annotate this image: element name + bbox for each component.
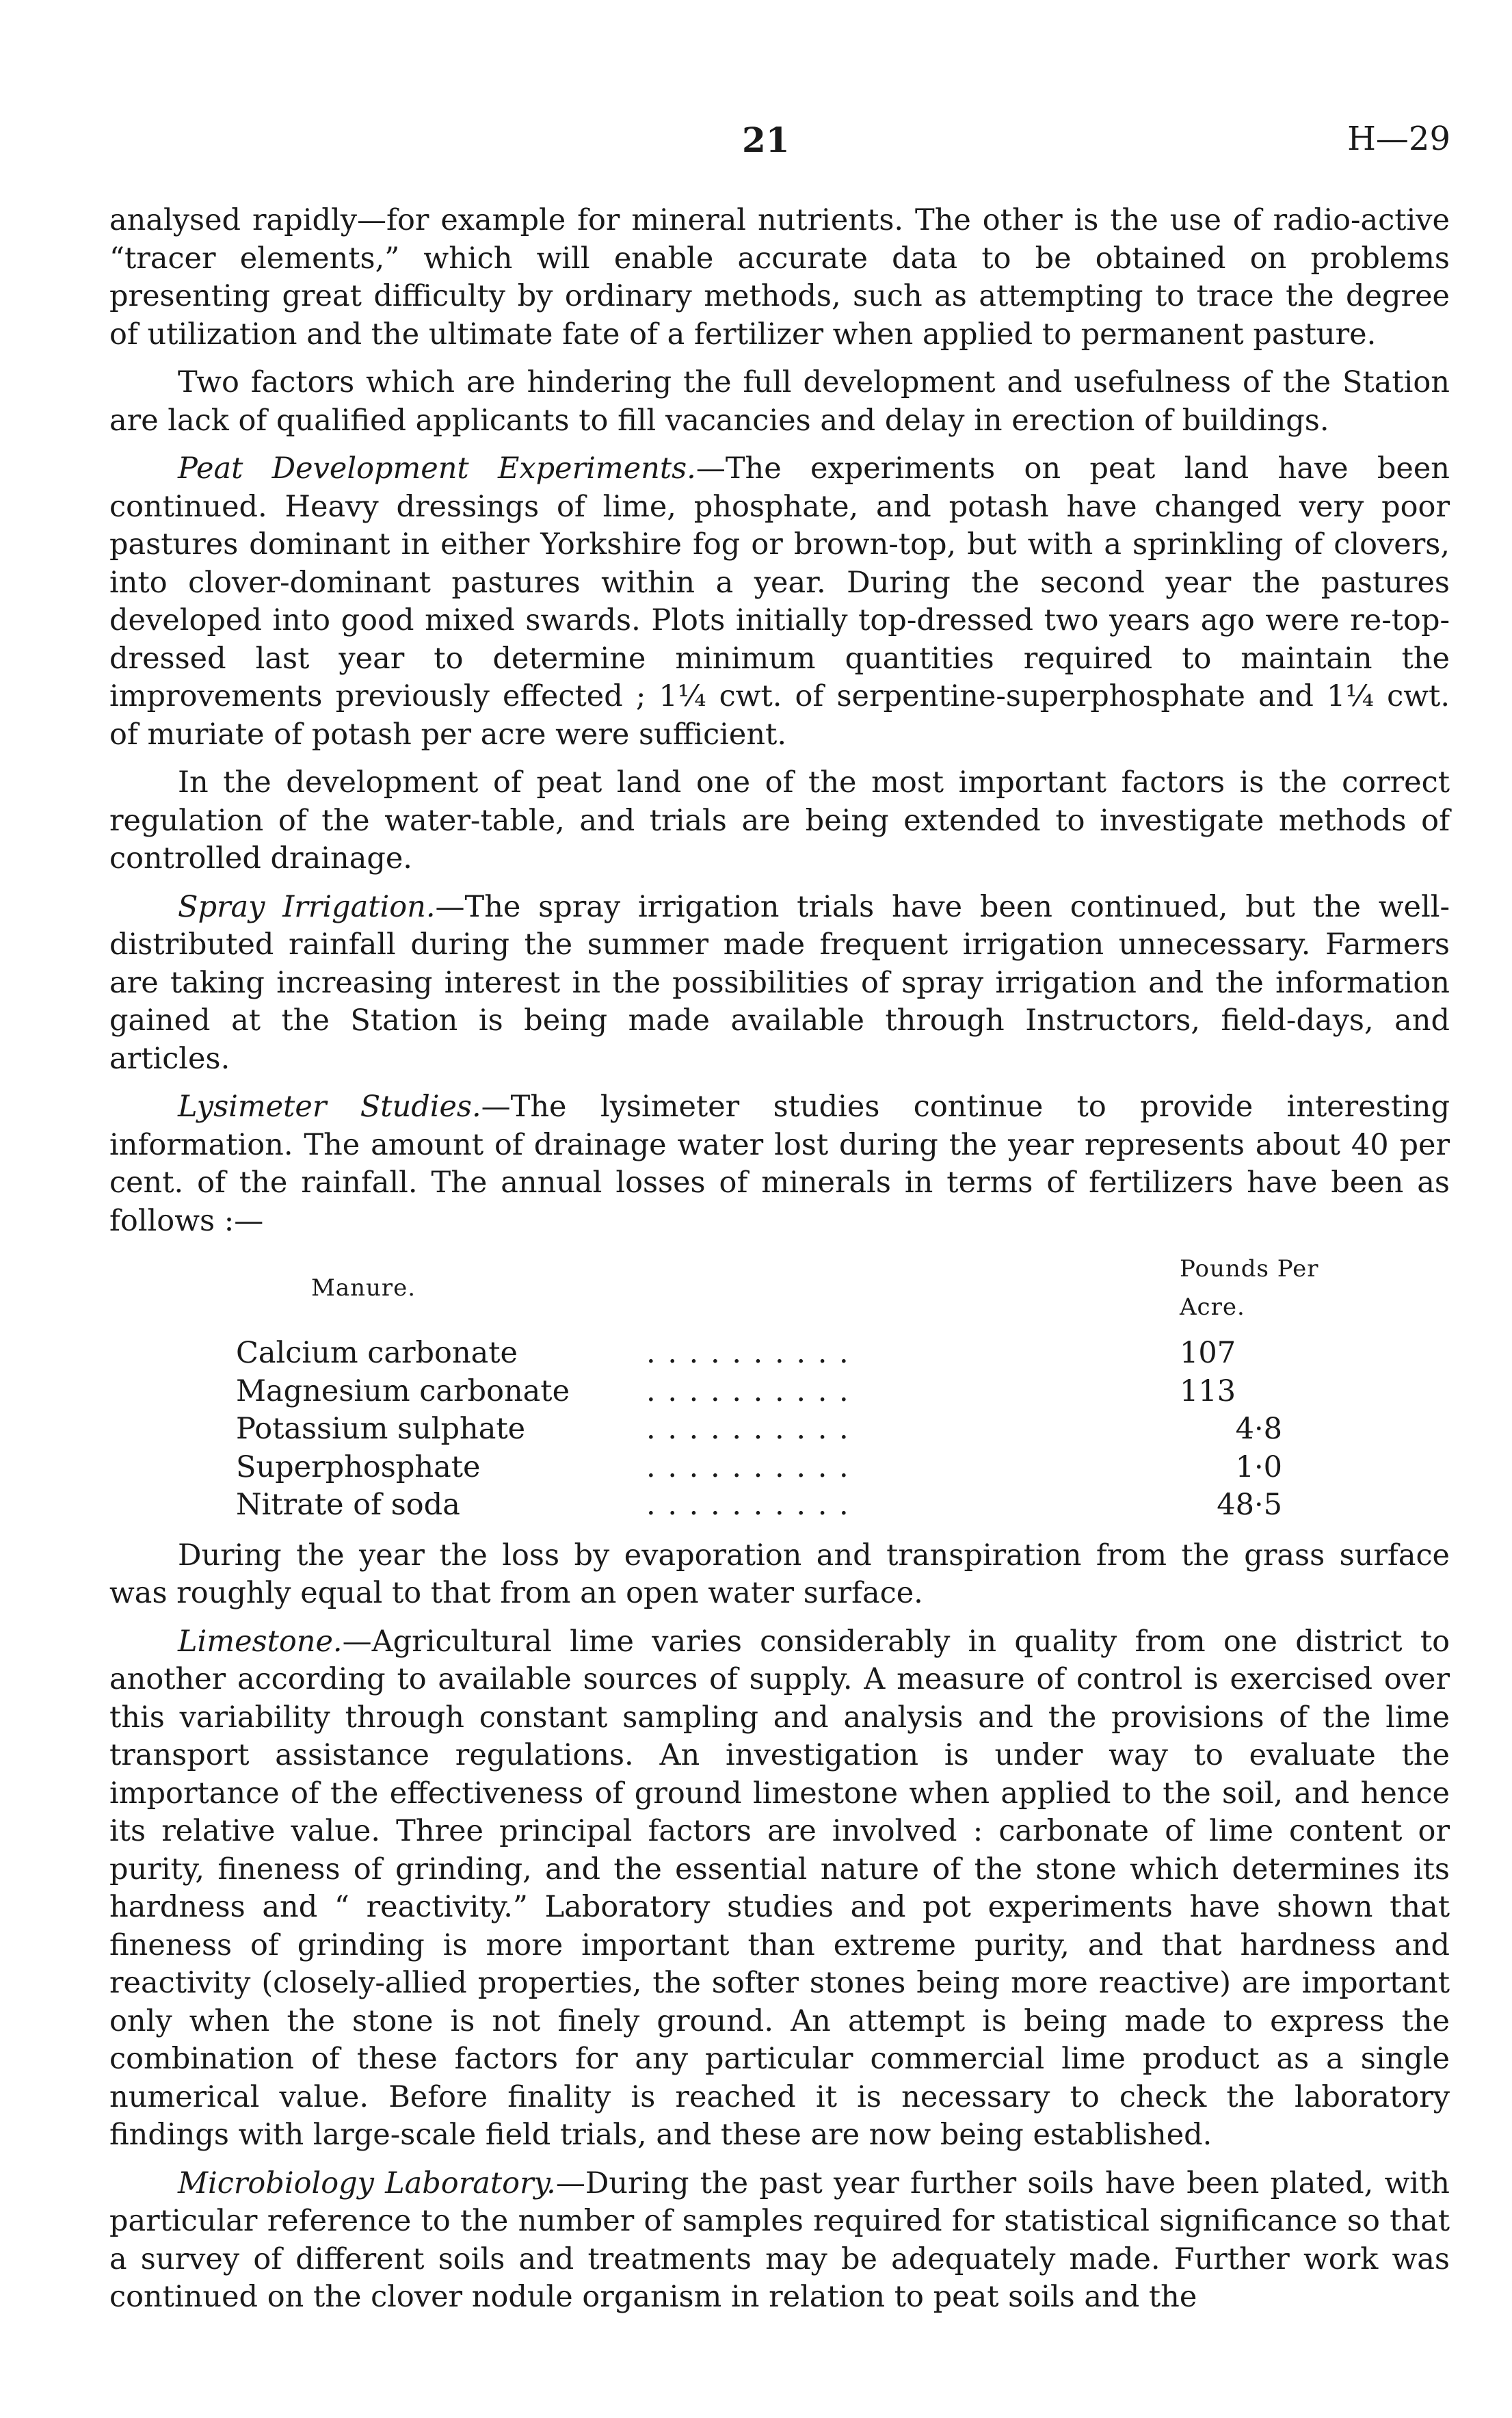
paragraph-evaporation: [109, 1537, 1450, 1613]
paragraph-text: Two factors which are hindering the full development and usefulness of the Station are lack of qualified applicants to fill vacancies and delay in erection of buildings.: [109, 365, 1450, 438]
paragraph-microbiology: [109, 2165, 1450, 2317]
paragraph-text: analysed rapidly—for example for mineral nutrients. The other is the use of radio-active “tracer elements,” which will enable accurate data to be obtained on problems presenting great difficulty by ordinary methods, such as attempting to trace the degree of utilization and the ultimate fate of a fertilizer when applied to permanent pasture.: [109, 203, 1450, 352]
table-header-row: [236, 1250, 1385, 1335]
dot-leader: . . . . . . . . . .: [646, 1412, 850, 1446]
section-heading-lysimeter: Lysimeter Studies.: [178, 1090, 481, 1124]
paragraph-spray-irrigation: [109, 889, 1450, 1079]
manure-cell: Potassium sulphate: [236, 1412, 526, 1446]
pounds-cell: [1180, 1335, 1385, 1373]
paragraph-text: —During the past year further soils have been plated, with particular reference to the number of samples required for statistical significance so that a survey of different soils and treatments may be adequately made. Further work was continued on the clover nodule organism in relation to peat soils and the: [109, 2166, 1450, 2314]
paragraph-station-factors: [109, 364, 1450, 440]
column-header-manure: Manure.: [311, 1274, 416, 1302]
dot-leader: . . . . . . . . . .: [646, 1336, 850, 1370]
paragraph-lysimeter: [109, 1088, 1450, 1240]
pounds-cell: [1180, 1410, 1385, 1449]
pounds-value: 4·8: [1235, 1412, 1282, 1446]
table-row: [236, 1486, 1385, 1525]
table-row: [236, 1335, 1385, 1373]
dot-leader: . . . . . . . . . .: [646, 1374, 850, 1408]
pounds-value: 113: [1180, 1374, 1236, 1408]
page-header: [0, 120, 1512, 174]
table-row: [236, 1410, 1385, 1449]
dot-leader: . . . . . . . . . .: [646, 1488, 850, 1522]
table-row: [236, 1449, 1385, 1487]
paragraph-limestone: [109, 1623, 1450, 2155]
body-text: [109, 202, 1450, 2327]
paragraph-text: —Agricultural lime varies considerably in quality from one district to another according to available sources of supply. A measure of control is exercised over this variability through constant sampling and analysis and the provisions of the lime transport assistance regulations. An investigation is under way to evaluate the importance of the effectiveness of ground limestone when applied to the soil, and hence its relative value. Three principal factors are involved : carbonate of lime content or purity, fineness of grinding, and the essential nature of the stone which determines its hardness and “ reactivity.” Laboratory studies and pot experiments have shown that fineness of grinding is more important than extreme purity, and that hardness and reactivity (closely-allied properties, the softer stones being more reactive) are important only when the stone is not finely ground. An attempt is being made to express the combination of these factors for any particular commercial lime product as a single numerical value. Before finality is reached it is necessary to check the laboratory findings with large-scale field trials, and these are now being established.: [109, 1624, 1450, 2152]
manure-cell: Magnesium carbonate: [236, 1374, 570, 1408]
section-heading-microbiology: Microbiology Laboratory.: [178, 2166, 556, 2200]
paragraph-text: —The experiments on peat land have been continued. Heavy dressings of lime, phosphate, and potash have changed very poor pastures dominant in either Yorkshire fog or brown-top, but with a sprinkling of clovers, into clover-dominant pastures within a year. During the second year the pastures developed into good mixed swards. Plots initially top-dressed two years ago were re-top-dressed last year to determine minimum quantities required to maintain the improvements previously effected ; 1¼ cwt. of serpentine-superphosphate and 1¼ cwt. of muriate of potash per acre were sufficient.: [109, 451, 1450, 752]
paragraph-text: During the year the loss by evaporation and transpiration from the grass surface was roughly equal to that from an open water surface.: [109, 1538, 1450, 1610]
section-heading-limestone: Limestone.: [178, 1624, 343, 1659]
column-header-spacer: [646, 1250, 1180, 1335]
paragraph-text: In the development of peat land one of the most important factors is the correct regulation of the water-table, and trials are being extended to investigate methods of controlled drainage.: [109, 765, 1450, 876]
paragraph-text: —The spray irrigation trials have been continued, but the well-distributed rainfall during the summer made frequent irrigation unnecessary. Farmers are taking increasing interest in the possibilities of spray irrigation and the information gained at the Station is being made available through Instructors, field-days, and articles.: [109, 889, 1450, 1076]
document-code: H—29: [1347, 120, 1450, 158]
pounds-cell: [1180, 1486, 1385, 1525]
pounds-value: 48·5: [1217, 1488, 1282, 1522]
paragraph-text: —The lysimeter studies continue to provide interesting information. The amount of drainage water lost during the year represents about 40 per cent. of the rainfall. The annual losses of minerals in terms of fertilizers have been as follows :—: [109, 1090, 1450, 1238]
manure-cell: Calcium carbonate: [236, 1336, 518, 1370]
column-header-pounds: Pounds Per Acre.: [1180, 1255, 1319, 1321]
dot-leader: . . . . . . . . . .: [646, 1449, 850, 1484]
paragraph-peat-drainage: [109, 764, 1450, 878]
paragraph-continuation: [109, 202, 1450, 354]
page-number: 21: [742, 120, 790, 160]
manure-cell: Superphosphate: [236, 1449, 481, 1484]
manure-cell: Nitrate of soda: [236, 1488, 460, 1522]
section-heading-spray: Spray Irrigation.: [178, 889, 436, 924]
pounds-cell: [1180, 1373, 1385, 1411]
pounds-cell: [1180, 1449, 1385, 1487]
section-heading-peat: Peat Development Experiments.: [178, 451, 696, 486]
pounds-value: 107: [1180, 1336, 1236, 1370]
pounds-value: 1·0: [1235, 1449, 1282, 1484]
mineral-losses-table: [236, 1250, 1385, 1525]
table-row: [236, 1373, 1385, 1411]
paragraph-peat-development: [109, 450, 1450, 754]
